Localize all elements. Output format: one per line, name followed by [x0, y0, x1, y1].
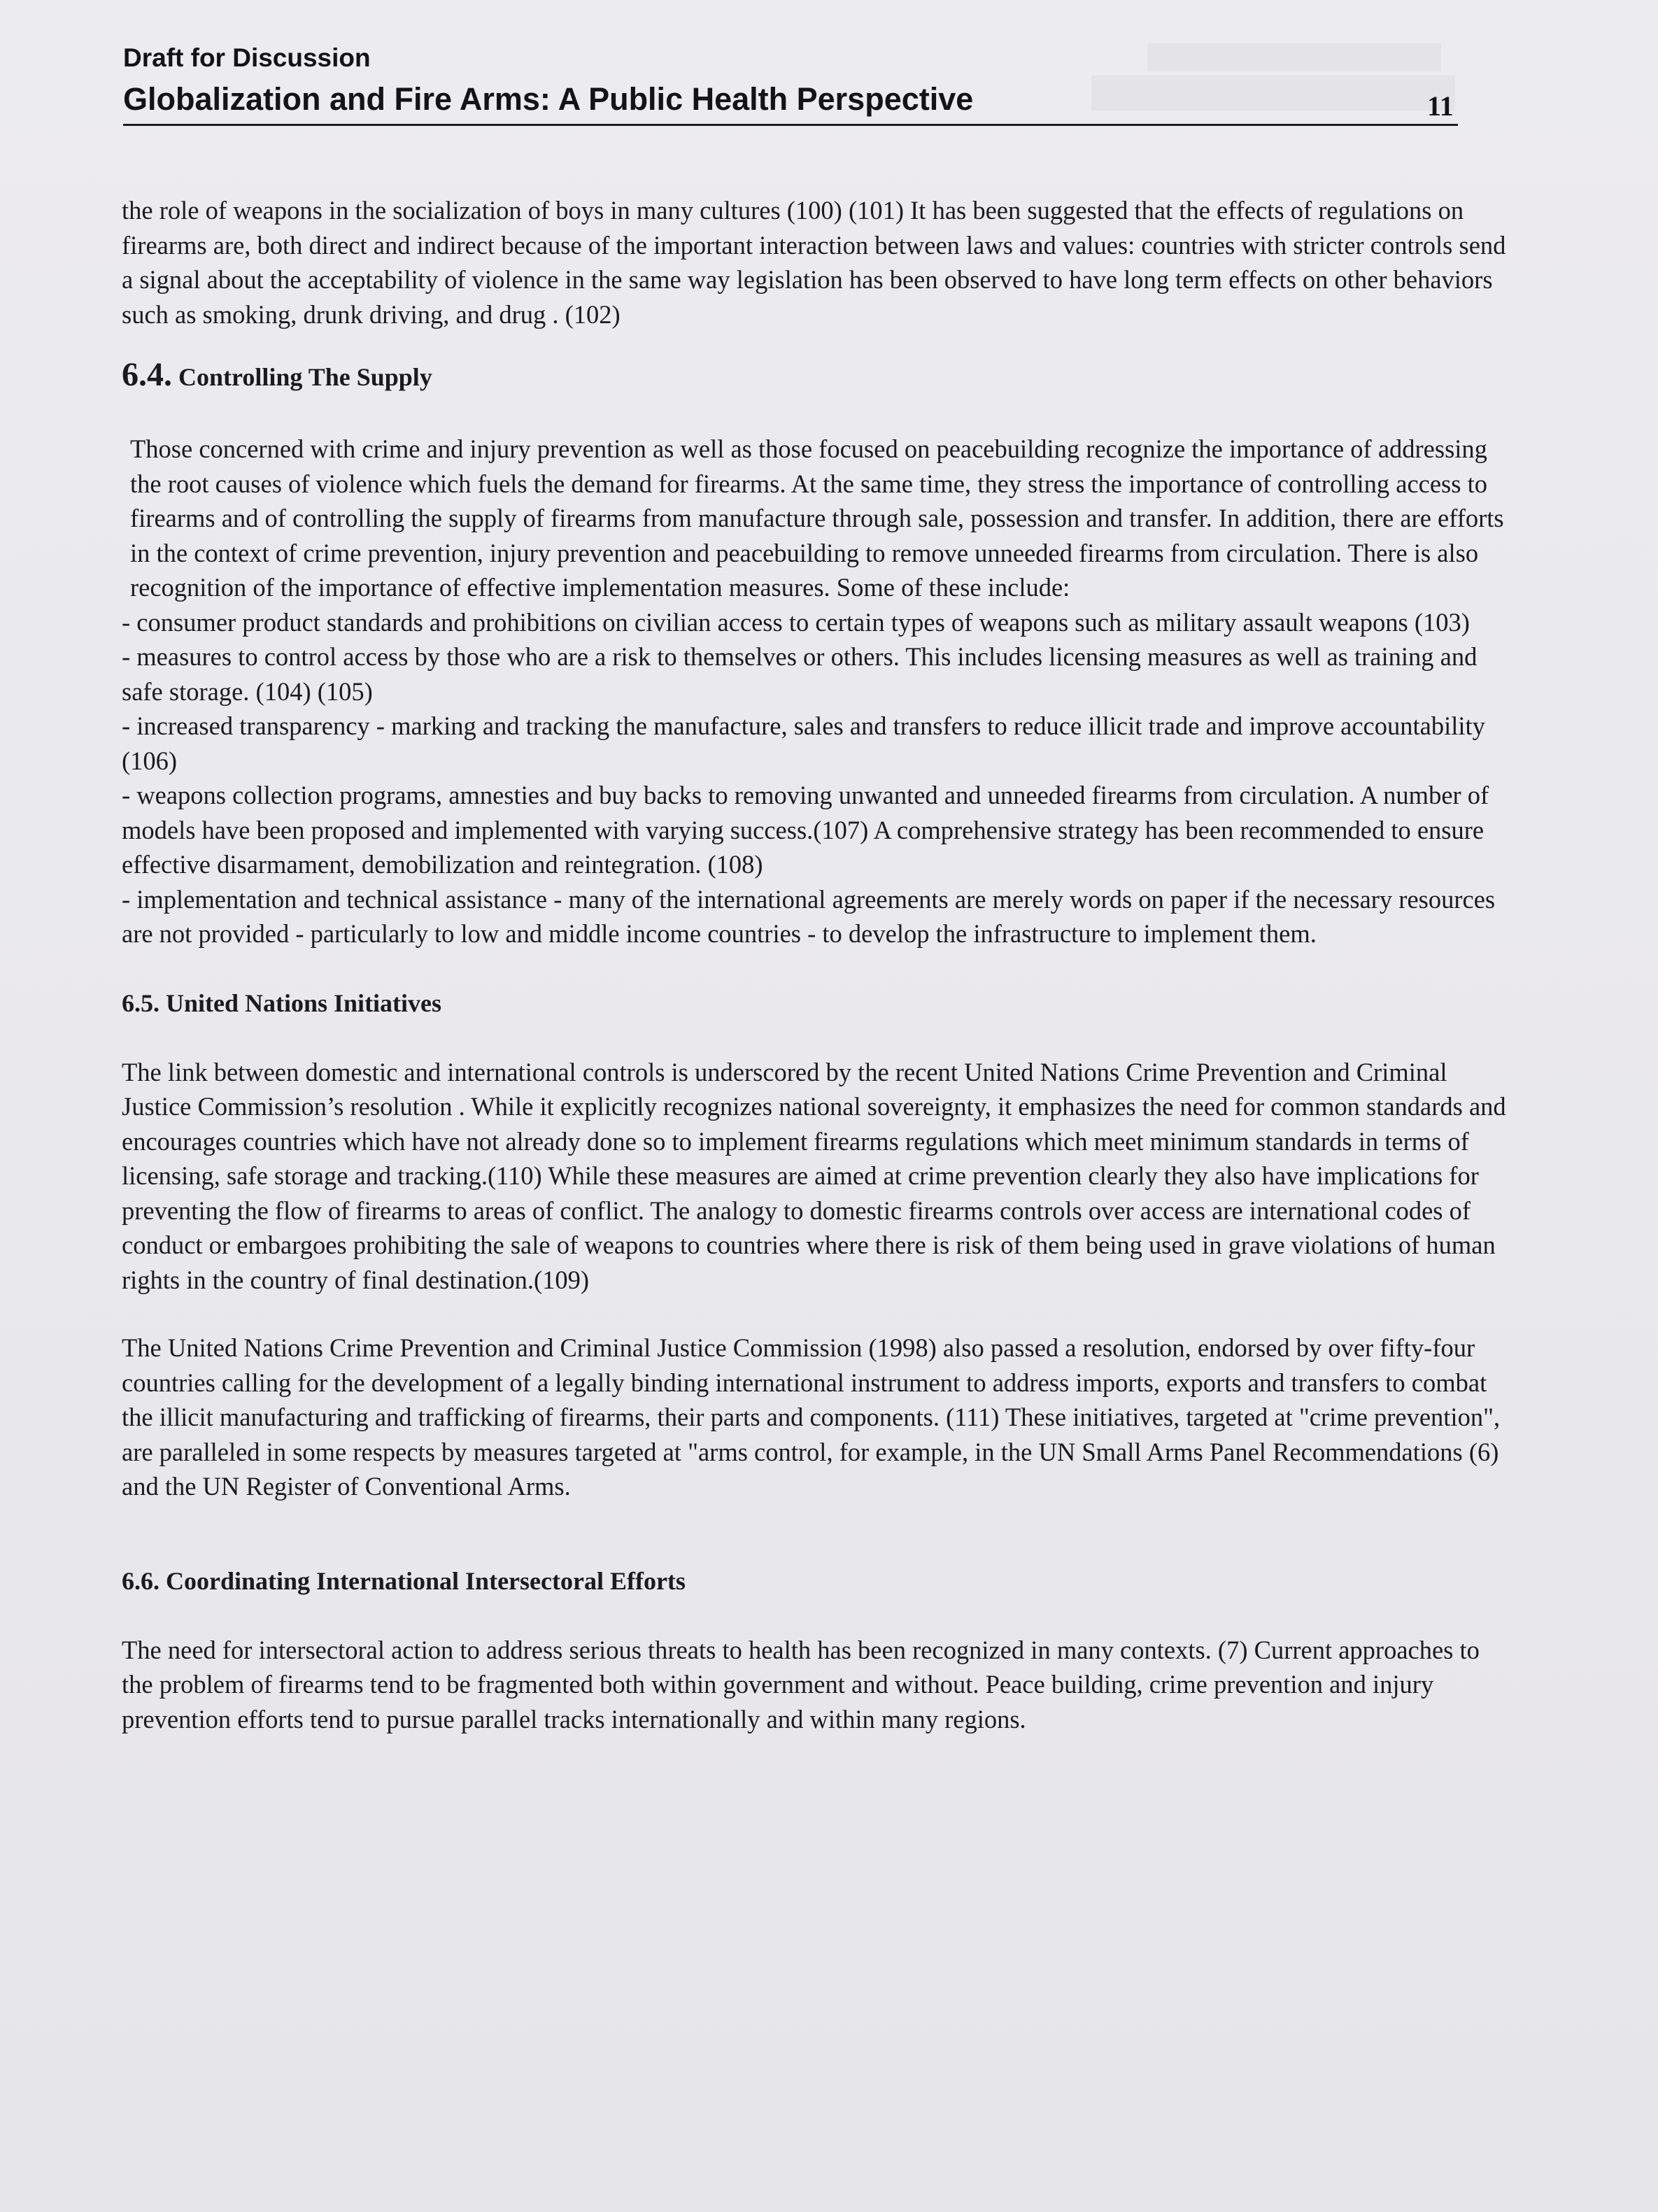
- section-paragraph: The United Nations Crime Prevention and Criminal Justice Commission (1998) also passed a resolution, endorsed by over fifty-four countries calling for the development of a legally binding international instrument to address imports, exports and transfers to combat the illicit manufacturing and trafficking of firearms, their parts and components. (111) These initiatives, targeted at "crime prevention", are paralleled in some respects by measures targeted at "arms control, for example, in the UN Small Arms Panel Recommendations (6) and the UN Register of Conventional Arms.: [122, 1333, 1501, 1501]
- section-paragraph: The link between domestic and international controls is underscored by the recent United Nations Crime Prevention and Criminal Justice Commission’s resolution . While it explicitly recognizes national sovereignty, it emphasizes the need for common standards and encourages countries which have not already done so to implement firearms regulations which meet minimum standards in terms of licensing, safe storage and tracking.(110) While these measures are aimed at crime prevention clearly they also have implications for preventing the flow of firearms to areas of conflict. The analogy to domestic firearms controls over access are international codes of conduct or embargoes prohibiting the sale of weapons to countries where there is risk of them being used in grave violations of human rights in the country of final destination.(109): [122, 1057, 1506, 1294]
- section-heading-6-5: 6.5. United Nations Initiatives: [122, 988, 442, 1017]
- section-heading-6-4: [122, 354, 1514, 398]
- section-title: Controlling The Supply: [178, 363, 432, 391]
- section-paragraph: Those concerned with crime and injury prevention as well as those focused on peacebuilding recognize the importance of addressing the root causes of violence which fuels the demand for firearms. At the same time, they stress the importance of controlling access to firearms and of controlling the supply of firearms from manufacture through sale, possession and transfer. In addition, there are efforts in the context of crime prevention, injury prevention and peacebuilding to remove unneeded firearms from circulation. There is also recognition of the importance of effective implementation measures. Some of these include:: [130, 434, 1504, 602]
- list-item: - weapons collection programs, amnesties and buy backs to removing unwanted and unneeded firearms from circulation. A number of models have been proposed and implemented with varying success.(107) A comprehensive strategy has been recommended to ensure effective disarmament, demobilization and reintegration. (108): [122, 781, 1489, 879]
- list-item: - consumer product standards and prohibitions on civilian access to certain types of weapons such as military assault weapons (103): [122, 607, 1470, 637]
- document-title: Globalization and Fire Arms: A Public Health Perspective: [123, 81, 974, 117]
- list-item: - increased transparency - marking and tracking the manufacture, sales and transfers to reduce illicit trade and improve accountability (106): [122, 711, 1485, 775]
- header-rule: [123, 124, 1458, 126]
- draft-label: Draft for Discussion: [123, 43, 371, 72]
- document-body: [122, 193, 1514, 1736]
- section-heading-6-6: 6.6. Coordinating International Intersectoral Efforts: [122, 1566, 686, 1595]
- list-item: - measures to control access by those who are a risk to themselves or others. This includes licensing measures as well as training and safe storage. (104) (105): [122, 642, 1478, 706]
- section-number: 6.4.: [122, 356, 172, 393]
- page-number: 11: [1427, 90, 1454, 122]
- section-paragraph: The need for intersectoral action to address serious threats to health has been recognized in many contexts. (7) Current approaches to the problem of firearms tend to be fragmented both within government and without. Peace building, crime prevention and injury prevention efforts tend to pursue parallel tracks internationally and within many regions.: [122, 1635, 1480, 1734]
- list-item: - implementation and technical assistance - many of the international agreements are merely words on paper if the necessary resources are not provided - particularly to low and middle income countries - to develop the infrastructure to implement them.: [122, 884, 1496, 948]
- bleed-through-shadow: [1091, 76, 1455, 111]
- intro-paragraph: the role of weapons in the socialization of boys in many cultures (100) (101) It has been suggested that the effects of regulations on firearms are, both direct and indirect because of the important interaction between laws and values: countries with stricter controls send a signal about the acceptability of violence in the same way legislation has been observed to have long term effects on other behaviors such as smoking, drunk driving, and drug . (102): [122, 196, 1506, 329]
- bleed-through-shadow: [1147, 43, 1441, 71]
